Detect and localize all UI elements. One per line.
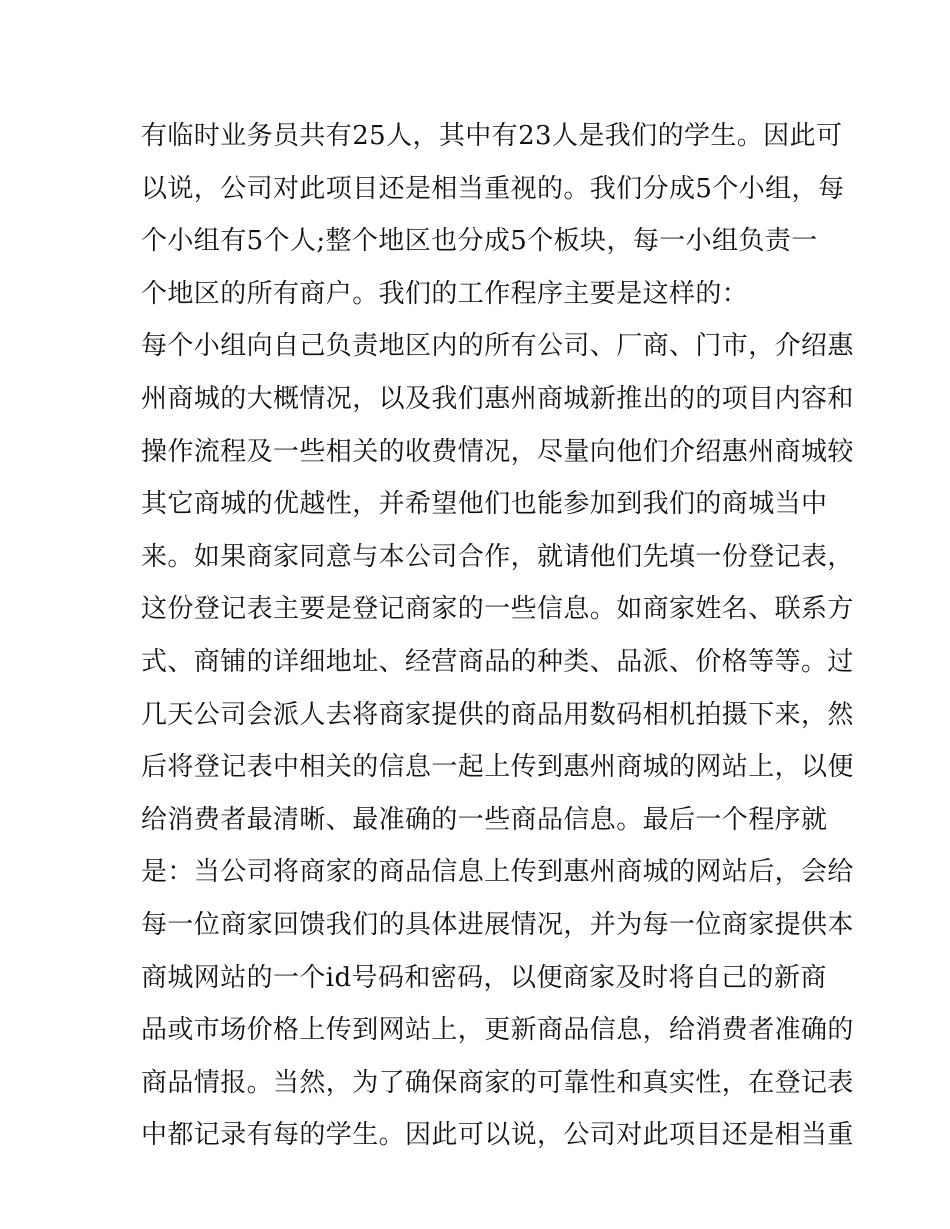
text-line: 品或市场价格上传到网站上，更新商品信息，给消费者准确的	[141, 1015, 854, 1046]
text-line: 几天公司会派人去将商家提供的商品用数码相机拍摄下来，然	[141, 699, 854, 730]
text-line: 商城网站的一个id号码和密码，以便商家及时将自己的新商	[141, 962, 827, 993]
text-line: 其它商城的优越性，并希望他们也能参加到我们的商城当中	[141, 489, 828, 520]
text-line: 州商城的大概情况，以及我们惠州商城新推出的的项目内容和	[141, 383, 854, 414]
text-line: 有临时业务员共有25人，其中有23人是我们的学生。因此可	[141, 121, 843, 151]
text-line: 个地区的所有商户。我们的工作程序主要是这样的：	[141, 278, 749, 309]
text-line: 式、商铺的详细地址、经营商品的种类、品派、价格等等。过	[141, 646, 854, 677]
text-line: 中都记录有每的学生。因此可以说，公司对此项目还是相当重	[141, 1120, 854, 1151]
text-line: 个小组有5个人;整个地区也分成5个板块，每一小组负责一	[141, 226, 818, 257]
text-line: 给消费者最清晰、最准确的一些商品信息。最后一个程序就	[141, 804, 828, 835]
text-line: 后将登记表中相关的信息一起上传到惠州商城的网站上，以便	[141, 752, 854, 783]
text-line: 操作流程及一些相关的收费情况，尽量向他们介绍惠州商城较	[141, 436, 854, 467]
text-line: 商品情报。当然，为了确保商家的可靠性和真实性，在登记表	[141, 1067, 854, 1098]
text-line: 每一位商家回馈我们的具体进展情况，并为每一位商家提供本	[141, 909, 854, 940]
body-text	[141, 110, 854, 1162]
text-line: 这份登记表主要是登记商家的一些信息。如商家姓名、联系方	[141, 594, 854, 625]
text-line: 来。如果商家同意与本公司合作，就请他们先填一份登记表，	[141, 541, 854, 572]
text-line: 以说，公司对此项目还是相当重视的。我们分成5个小组，每	[141, 173, 845, 204]
text-line: 是：当公司将商家的商品信息上传到惠州商城的网站后，会给	[141, 857, 854, 888]
text-line: 每个小组向自己负责地区内的所有公司、厂商、门市，介绍惠	[141, 331, 854, 362]
